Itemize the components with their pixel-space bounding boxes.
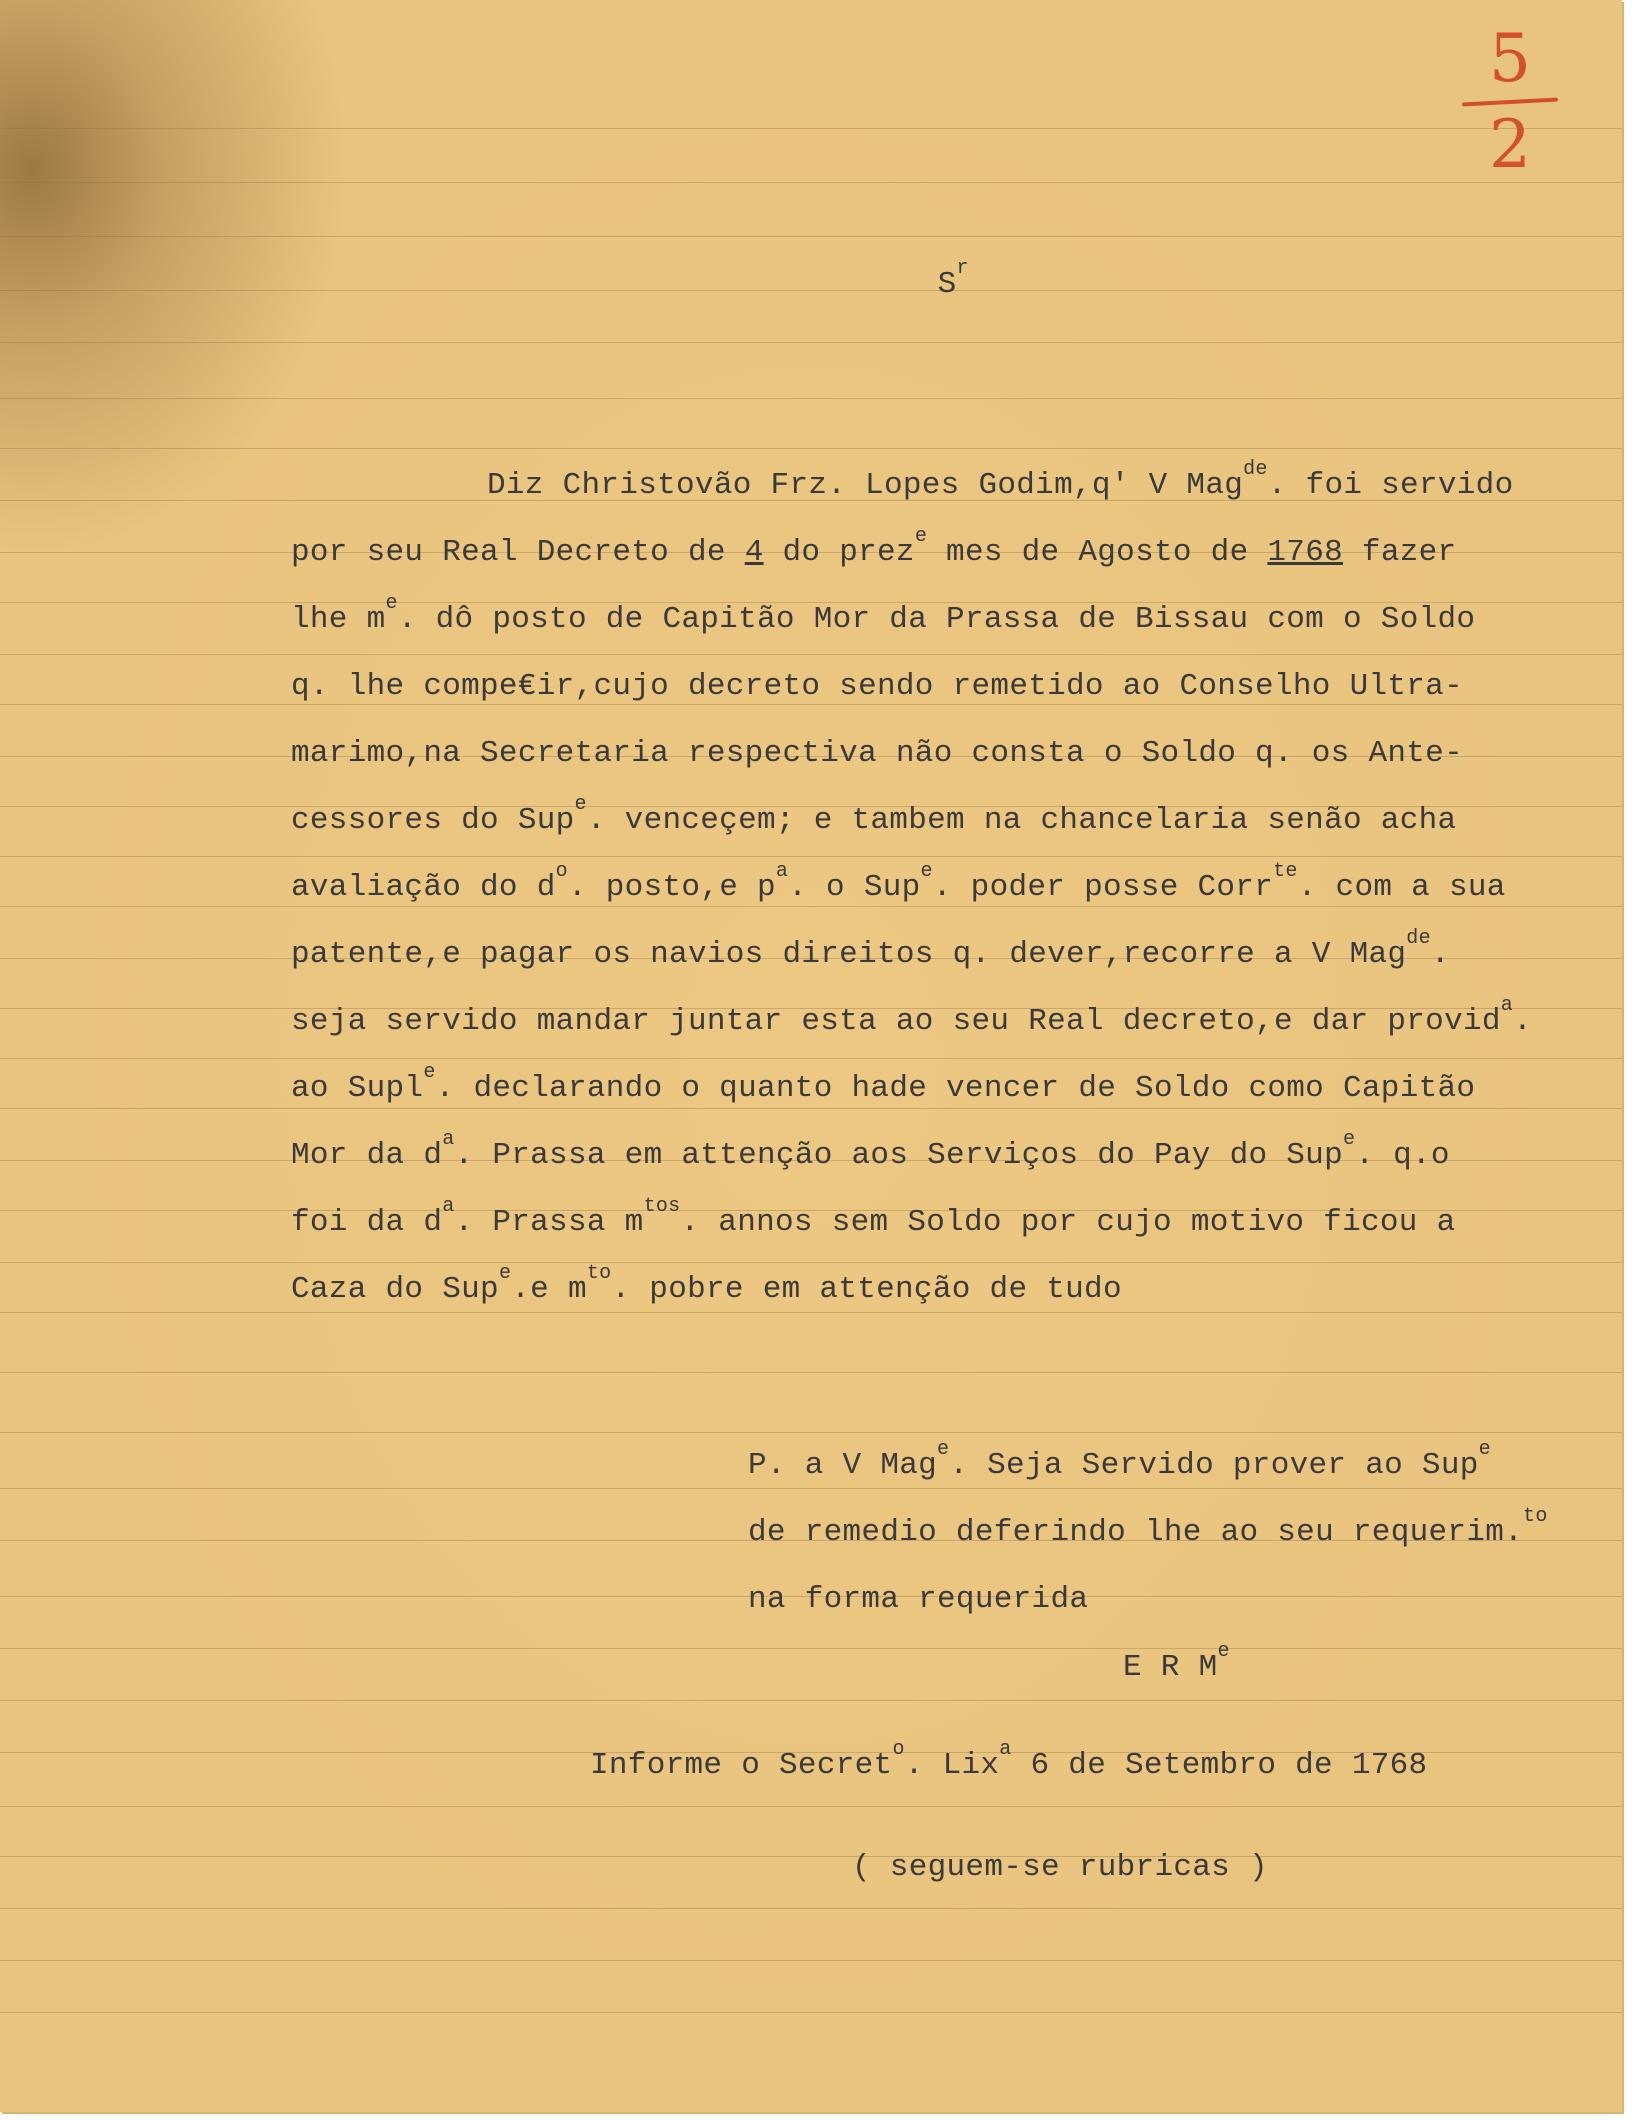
rule-line — [0, 906, 1622, 907]
folio-number — [1455, 20, 1565, 183]
petition-line-seg: . dô posto de Capitão Mor da Prassa de Bissau com o Soldo — [397, 602, 1476, 637]
petition-line-seg: Mor da d — [291, 1138, 443, 1173]
despacho-seg: a — [999, 1738, 1012, 1761]
request-line-seg: P. a V Mag — [748, 1448, 938, 1483]
petition-line — [291, 592, 1476, 637]
petition-line-seg: . o Sup — [788, 870, 921, 905]
rule-line — [0, 704, 1622, 705]
petition-line-seg: e — [574, 793, 587, 816]
request-line — [748, 1438, 1491, 1483]
rule-line — [0, 1108, 1622, 1109]
petition-line-seg: . com a sua — [1297, 870, 1506, 905]
petition-line-seg: a — [442, 1128, 455, 1151]
petition-line-seg: de — [1406, 927, 1431, 950]
petition-line — [291, 669, 1463, 704]
petition-line — [291, 927, 1450, 972]
petition-line — [291, 793, 1457, 838]
rule-line — [0, 448, 1622, 449]
petition-line-seg: . — [1513, 1004, 1533, 1039]
erm-seg: e — [1217, 1640, 1230, 1663]
petition-line-seg: ao Supl — [291, 1071, 424, 1106]
rule-line — [0, 654, 1622, 655]
petition-line-seg: e — [920, 860, 933, 883]
petition-line-seg: te — [1273, 860, 1298, 883]
petition-line-seg: . q.o — [1355, 1138, 1450, 1173]
rule-line — [0, 856, 1622, 857]
erm-formula — [1123, 1640, 1230, 1685]
petition-line-seg: do prez — [763, 535, 915, 570]
petition-line-seg: . foi servido — [1267, 468, 1514, 503]
request-line-seg: to — [1523, 1505, 1548, 1528]
petition-line-seg: o — [555, 860, 568, 883]
request-line — [748, 1582, 1088, 1617]
rule-line — [0, 1372, 1622, 1373]
request-line-seg: na forma requerida — [748, 1582, 1089, 1617]
rule-line — [0, 342, 1622, 343]
petition-line-seg: tos — [643, 1195, 681, 1218]
petition-line-seg: a — [775, 860, 789, 883]
request-line-seg: e — [937, 1438, 950, 1461]
petition-line-seg: . annos sem Soldo por cujo motivo ficou a — [680, 1205, 1456, 1240]
rule-line — [0, 398, 1622, 399]
petition-line-seg: de — [1243, 458, 1268, 481]
petition-line-seg: q. lhe compe€ir,cujo decreto sendo remetido ao Conselho Ultra- — [291, 669, 1463, 704]
rule-line — [0, 1488, 1622, 1489]
petition-line-seg: e — [423, 1061, 436, 1084]
petition-line-seg: por seu Real Decreto de — [291, 535, 745, 570]
petition-line-seg: . venceçem; e tambem na chancelaria senão acha — [586, 803, 1457, 838]
petition-line — [291, 525, 1457, 570]
despacho-line — [590, 1738, 1428, 1783]
salutation-sup: r — [956, 257, 969, 280]
petition-line-seg: e — [914, 525, 928, 548]
petition-line-seg: . posto,e p — [567, 870, 776, 905]
rule-line — [0, 1856, 1622, 1857]
petition-line — [291, 994, 1533, 1039]
rule-line — [0, 1700, 1622, 1701]
petition-line-seg: seja servido mandar juntar esta ao seu Real decreto,e dar provid — [291, 1004, 1501, 1039]
petition-line-seg: fazer — [1343, 535, 1457, 570]
request-line-seg: e — [1478, 1438, 1491, 1461]
rule-line — [0, 290, 1622, 291]
despacho-seg: Informe o Secret — [590, 1748, 893, 1783]
petition-line — [487, 458, 1514, 503]
petition-line-seg: marimo,na Secretaria respectiva não consta o Soldo q. os Ante- — [291, 736, 1463, 771]
petition-line-seg: . Prassa m — [454, 1205, 644, 1240]
petition-line — [291, 1262, 1122, 1307]
petition-line-seg: lhe m — [291, 602, 386, 637]
petition-line-seg: .e m — [511, 1272, 587, 1307]
folio-bottom: 2 — [1489, 106, 1531, 183]
despacho-seg: . Lix — [904, 1748, 1000, 1783]
petition-line-seg: . pobre em attenção de tudo — [611, 1272, 1122, 1307]
petition-line — [291, 1128, 1450, 1173]
despacho-seg: 6 de Setembro de 1768 — [1011, 1748, 1428, 1783]
petition-line-seg: a — [442, 1195, 455, 1218]
petition-line-seg: foi da d — [291, 1205, 443, 1240]
petition-line-seg: patente,e pagar os navios direitos q. dever,recorre a V Mag — [291, 937, 1407, 972]
rubricas-note: ( seguem-se rubricas ) — [852, 1850, 1268, 1885]
request-line — [748, 1505, 1548, 1550]
rule-line — [0, 1312, 1622, 1313]
petition-line-seg: . poder posse Corr — [932, 870, 1274, 905]
request-line-seg: . Seja Servido prover ao Sup — [949, 1448, 1479, 1483]
rule-line — [0, 128, 1622, 129]
petition-line-seg: Caza do Sup — [291, 1272, 499, 1307]
rule-line — [0, 1262, 1622, 1263]
petition-line — [291, 860, 1506, 905]
petition-line-seg: e — [498, 1262, 512, 1285]
rule-line — [0, 1648, 1622, 1649]
petition-line-seg: Diz Christovão Frz. Lopes Godim,q' V Mag — [487, 468, 1244, 503]
rule-line — [0, 182, 1622, 183]
salutation-text: S — [937, 267, 957, 302]
petition-line-seg: a — [1500, 994, 1514, 1017]
petition-line-seg: . declarando o quanto hade vencer de Soldo como Capitão — [435, 1071, 1476, 1106]
rule-line — [0, 1058, 1622, 1059]
petition-line-seg: mes de Agosto de — [927, 535, 1268, 570]
petition-line — [291, 1061, 1476, 1106]
petition-line-seg: 4 — [744, 535, 764, 570]
petition-line-seg: 1768 — [1267, 535, 1344, 570]
folio-top: 5 — [1489, 20, 1531, 97]
petition-line-seg: e — [1343, 1128, 1356, 1151]
salutation — [862, 232, 969, 337]
rule-line — [0, 1960, 1622, 1961]
erm-seg: E R M — [1123, 1650, 1218, 1685]
petition-line-seg: to — [586, 1262, 612, 1285]
rule-line — [0, 1432, 1622, 1433]
rule-line — [0, 1806, 1622, 1807]
rule-line — [0, 2012, 1622, 2013]
rule-line — [0, 236, 1622, 237]
petition-line — [291, 1195, 1456, 1240]
petition-line — [291, 736, 1463, 771]
request-line-seg: de remedio deferindo lhe ao seu requerim. — [748, 1515, 1524, 1550]
petition-line-seg: avaliação do d — [291, 870, 556, 905]
rule-line — [0, 1908, 1622, 1909]
despacho-seg: o — [892, 1738, 905, 1761]
petition-line-seg: e — [385, 592, 398, 615]
petition-line-seg: cessores do Sup — [291, 803, 575, 838]
petition-line-seg: . Prassa em attenção aos Serviços do Pay do Sup — [454, 1138, 1343, 1173]
petition-line-seg: . — [1430, 937, 1450, 972]
